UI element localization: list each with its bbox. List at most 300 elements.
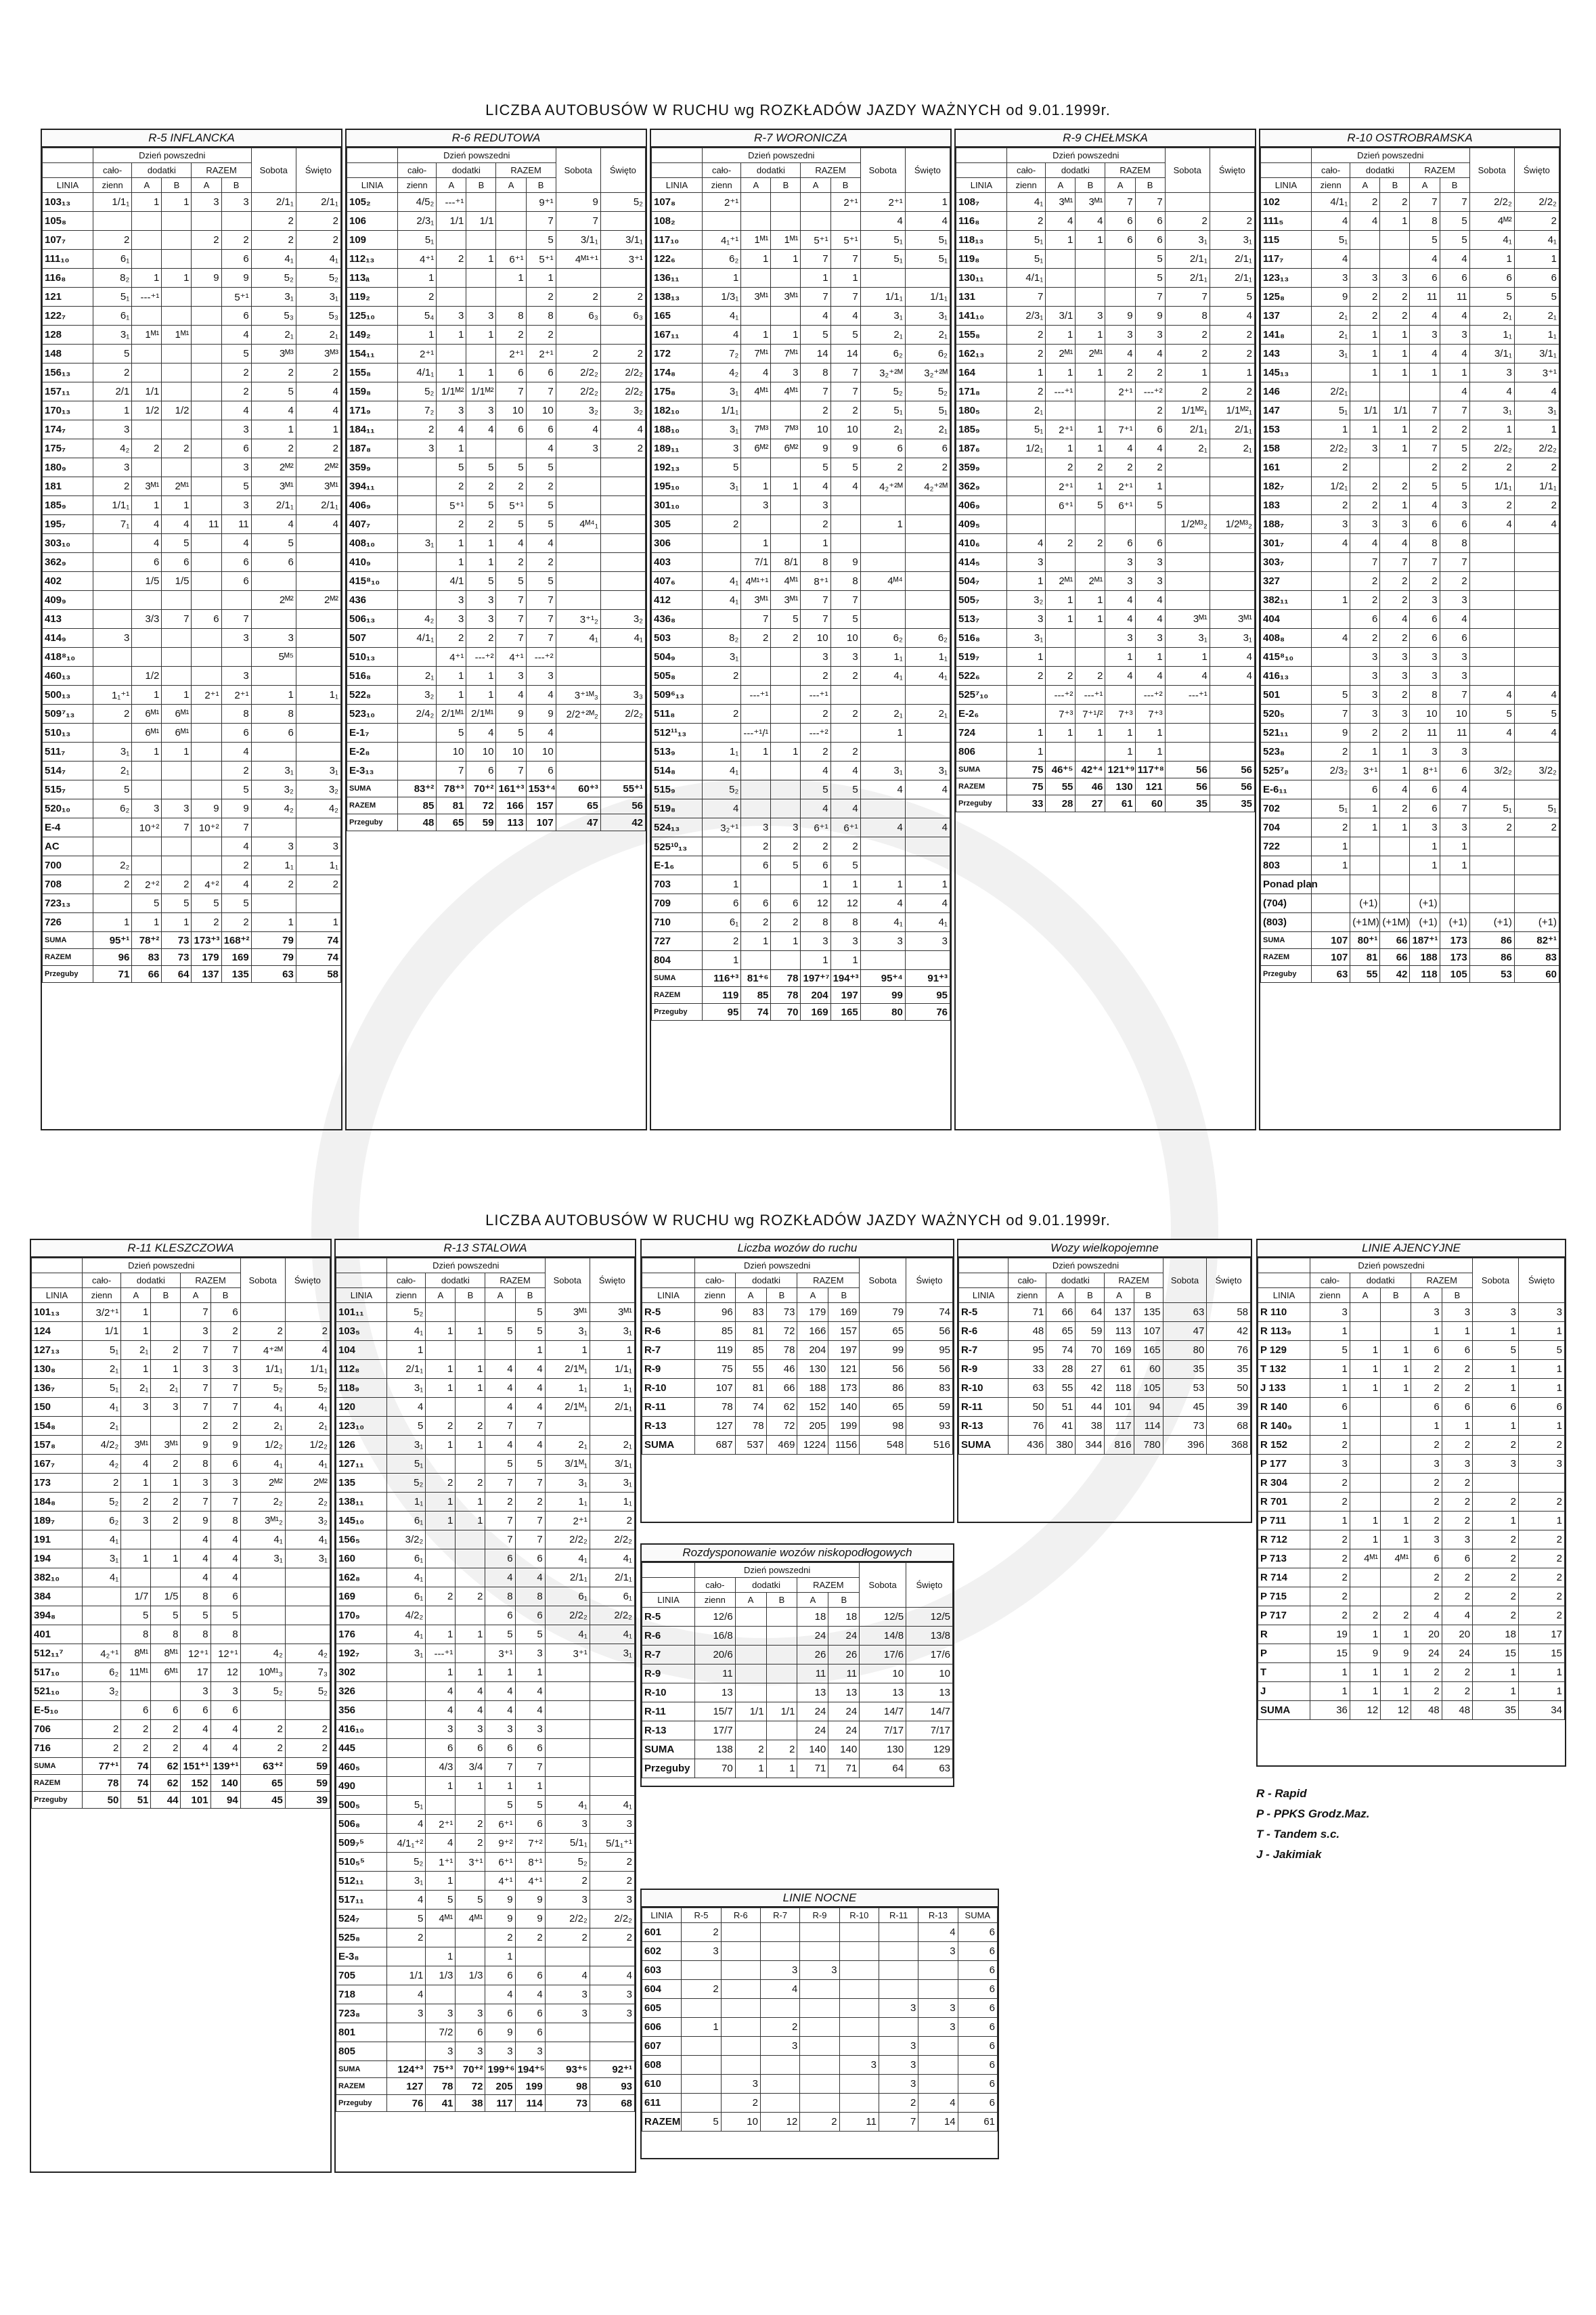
cell-value: 2	[1076, 667, 1105, 686]
cell-value	[1381, 1568, 1411, 1587]
cell-value: 4/2₂	[82, 1436, 120, 1455]
table-row	[642, 1961, 998, 1980]
cell-value: 2	[132, 439, 162, 458]
panel-linie-ajencyjne	[1256, 1239, 1566, 1767]
cell-value: 6₂	[702, 250, 740, 269]
cell-value	[556, 553, 600, 572]
cell-value: 2	[600, 288, 645, 307]
cell-value: 4	[515, 1682, 545, 1701]
cell-line: 706	[32, 1720, 83, 1739]
cell-value: 1	[132, 496, 162, 515]
table-row	[32, 1549, 330, 1568]
cell-value	[285, 1303, 330, 1322]
cell-value: 2	[702, 515, 740, 534]
cell-value	[1165, 572, 1210, 591]
cell-value: 3	[466, 307, 496, 326]
cell-value: 6⁺¹	[496, 250, 526, 269]
cell-value: 2	[1311, 496, 1350, 515]
col-header-a: A	[132, 178, 162, 193]
cell-line: 195₁₀	[652, 477, 703, 496]
cell-value: 9	[1105, 307, 1135, 326]
cell-line: R-11	[959, 1398, 1008, 1417]
cell-value	[1350, 1417, 1380, 1436]
cell-line: 116₈	[956, 212, 1007, 231]
cell-value: 6	[132, 553, 162, 572]
cell-value: 10	[906, 1664, 953, 1683]
cell-value: 1ᴹ¹	[132, 326, 162, 345]
cell-value: 2	[1411, 1360, 1442, 1379]
cell-value: 4/5₂	[397, 193, 436, 212]
cell-value: 3₁	[285, 1549, 330, 1568]
cell-value: 2	[151, 1493, 181, 1512]
cell-value: 3	[485, 2042, 515, 2061]
table-row	[336, 1322, 635, 1341]
cell-value: 4	[1380, 534, 1410, 553]
cell-value: 1	[1381, 1625, 1411, 1644]
cell-value	[192, 553, 221, 572]
cell-line: 724	[956, 724, 1007, 743]
cell-value: 6₁	[386, 1549, 425, 1568]
cell-value: 3₂⁺²ᴹ	[860, 363, 905, 382]
table-row	[32, 1322, 330, 1341]
panel-niskopodlogowe	[640, 1543, 954, 1787]
col-header-b: B	[1381, 1288, 1411, 1303]
cell-value: 1	[801, 534, 830, 553]
cell-value: 9	[526, 705, 556, 724]
cell-value: 7	[801, 288, 830, 307]
cell-value: 1	[1410, 363, 1440, 382]
table-row	[652, 705, 950, 724]
cell-line: SUMA	[347, 780, 398, 797]
cell-value: 8	[251, 705, 296, 724]
cell-value	[600, 458, 645, 477]
cell-value: 2/1₁	[1210, 250, 1254, 269]
cell-value: 7	[162, 610, 192, 629]
cell-value: 53	[1469, 966, 1514, 983]
col-header-dodatki: dodatki	[426, 1273, 485, 1288]
cell-value: 188	[797, 1379, 828, 1398]
cell-value: 4₁⁺¹	[702, 231, 740, 250]
cell-value: 3	[800, 1961, 839, 1980]
cell-value: 2/1₁	[1210, 269, 1254, 288]
cell-value: 2	[162, 875, 192, 894]
table-row	[1258, 1379, 1565, 1398]
cell-value	[192, 439, 221, 458]
table-row	[347, 797, 646, 814]
col-header-razem: RAZEM	[1105, 1273, 1163, 1288]
cell-line: 180₅	[956, 401, 1007, 420]
cell-value	[721, 2037, 760, 2056]
table-row	[43, 439, 341, 458]
cell-value: 8	[515, 1587, 545, 1606]
cell-value: 4	[760, 1980, 799, 1999]
cell-value	[556, 724, 600, 743]
cell-value	[1105, 269, 1135, 288]
cell-value	[1006, 496, 1045, 515]
cell-value: 36	[1310, 1701, 1350, 1720]
cell-value: 1	[132, 686, 162, 705]
cell-value: 5₂	[600, 193, 645, 212]
table-row	[652, 231, 950, 250]
cell-value: 1224	[797, 1436, 828, 1455]
cell-value: 24	[1411, 1644, 1442, 1663]
cell-value: 3₁	[93, 743, 131, 762]
cell-value: 2	[1165, 212, 1210, 231]
cell-value: 3₁	[905, 762, 950, 780]
table-row	[652, 686, 950, 705]
cell-value: 1	[682, 2018, 721, 2037]
cell-value: 1/1	[1350, 401, 1380, 420]
cell-value: 5₃	[296, 307, 340, 326]
cell-value: 2	[251, 212, 296, 231]
cell-line: 410₆	[956, 534, 1007, 553]
cell-value: 105	[1440, 966, 1469, 983]
table-row	[347, 667, 646, 686]
cell-line: 118₉	[336, 1379, 387, 1398]
cell-value: 9	[556, 193, 600, 212]
cell-value: 2	[296, 212, 340, 231]
cell-value: 1	[1350, 326, 1380, 345]
cell-value: 1	[801, 269, 830, 288]
cell-value	[397, 762, 436, 780]
table-row	[642, 2056, 998, 2075]
cell-value: 4	[801, 477, 830, 496]
cell-value: 4₂⁺¹	[82, 1644, 120, 1663]
cell-value: 4/1	[437, 572, 466, 591]
cell-value: 82⁺¹	[1514, 932, 1559, 949]
cell-value: 6	[251, 553, 296, 572]
cell-value	[496, 231, 526, 250]
cell-value: 3ᴹ¹	[741, 288, 771, 307]
cell-value: 5₂	[702, 780, 740, 799]
cell-value: 6	[426, 1739, 456, 1758]
cell-value: 3₁	[702, 420, 740, 439]
cell-value	[296, 667, 340, 686]
cell-value	[162, 762, 192, 780]
cell-value: 2	[93, 875, 131, 894]
col-header-a: A	[735, 1593, 766, 1608]
cell-value	[741, 515, 771, 534]
cell-value: 1	[162, 193, 192, 212]
cell-value	[192, 401, 221, 420]
cell-value: 2/2₂	[1514, 193, 1559, 212]
table-row	[956, 269, 1255, 288]
cell-line: 194	[32, 1549, 83, 1568]
cell-value: 3	[1006, 610, 1045, 629]
cell-value: 1/2₁	[1006, 439, 1045, 458]
cell-value: 1/1₁	[1514, 477, 1559, 496]
table-row	[956, 382, 1255, 401]
cell-value: 2	[702, 705, 740, 724]
cell-value: 65	[556, 797, 600, 814]
cell-value: 6	[1105, 212, 1135, 231]
cell-value: 2	[1473, 1436, 1519, 1455]
cell-value	[121, 1682, 151, 1701]
cell-value	[456, 1947, 485, 1966]
cell-value: 2	[496, 326, 526, 345]
cell-value: 79	[251, 949, 296, 966]
cell-value: 1	[456, 1436, 485, 1455]
cell-value: 1	[466, 250, 496, 269]
col-header-dodatki: dodatki	[1350, 1273, 1411, 1288]
cell-value: 4	[741, 363, 771, 382]
col-header-blank	[652, 148, 703, 163]
cell-line: 117₁₀	[652, 231, 703, 250]
cell-value	[905, 553, 950, 572]
cell-line: 504₇	[956, 572, 1007, 591]
table-row	[43, 856, 341, 875]
cell-value	[800, 1999, 839, 2018]
cell-value: 1	[132, 743, 162, 762]
table-row	[43, 382, 341, 401]
table-row	[642, 1303, 953, 1322]
cell-value	[121, 1530, 151, 1549]
cell-value: 4	[526, 724, 556, 743]
cell-value: 2	[1410, 458, 1440, 477]
cell-value: 2₁	[905, 326, 950, 345]
cell-value: 6	[496, 363, 526, 382]
cell-line: J 133	[1258, 1379, 1310, 1398]
cell-value: 93	[590, 2078, 634, 2095]
cell-value: 7ᴹ³	[771, 420, 801, 439]
cell-value: 4	[1350, 534, 1380, 553]
cell-value: 2	[1350, 307, 1380, 326]
cell-line: R-5	[642, 1608, 695, 1627]
table-row	[347, 705, 646, 724]
cell-value: 12	[1381, 1701, 1411, 1720]
cell-value: 1/1	[1380, 401, 1410, 420]
table-row	[1258, 1549, 1565, 1568]
cell-value: 1	[545, 1341, 590, 1360]
cell-value	[437, 269, 466, 288]
cell-line: 525⁷₁₀	[956, 686, 1007, 705]
table-row	[1261, 743, 1559, 762]
cell-value: 5⁺¹	[496, 496, 526, 515]
cell-value: 2⁺¹	[526, 345, 556, 363]
table-row	[1261, 762, 1559, 780]
cell-value	[860, 591, 905, 610]
table-row	[652, 515, 950, 534]
cell-value: 1	[466, 534, 496, 553]
table-row	[347, 193, 646, 212]
cell-value: 4	[590, 1966, 634, 1985]
cell-value: 1/1	[437, 212, 466, 231]
cell-value: 11	[192, 515, 221, 534]
cell-line: 108₇	[956, 193, 1007, 212]
cell-value: 3	[466, 401, 496, 420]
cell-value: 78	[766, 1341, 797, 1360]
cell-value: 9	[496, 705, 526, 724]
cell-value: 3₁	[386, 1436, 425, 1455]
cell-value: 76	[1008, 1417, 1046, 1436]
cell-value: 3	[1311, 515, 1350, 534]
cell-line: 306	[652, 534, 703, 553]
table-row	[956, 307, 1255, 326]
table-row	[1261, 345, 1559, 363]
cell-value: 2	[801, 515, 830, 534]
cell-value: 6	[221, 250, 251, 269]
cell-value: 1	[1473, 1360, 1519, 1379]
cell-value: 4ᴹ¹	[1350, 1549, 1380, 1568]
cell-value: 12	[830, 894, 860, 913]
table-row	[1261, 363, 1559, 382]
cell-value: 2₁	[151, 1379, 181, 1398]
cell-line: RAZEM	[347, 797, 398, 814]
cell-value: 3₁	[590, 1322, 634, 1341]
cell-value: 2	[1006, 667, 1045, 686]
cell-value	[771, 724, 801, 743]
cell-value	[590, 1720, 634, 1739]
cell-value: 3	[1135, 553, 1165, 572]
cell-value	[918, 2056, 958, 2075]
table-row	[347, 629, 646, 648]
cell-value	[397, 458, 436, 477]
cell-value: 1/2	[132, 401, 162, 420]
table-row	[1258, 1663, 1565, 1682]
cell-value: 78	[735, 1417, 766, 1436]
table-row	[347, 288, 646, 307]
legend-item: T - Tandem s.c.	[1256, 1828, 1340, 1840]
col-header-weekday: Dzień powszedni	[702, 148, 860, 163]
cell-value: 3/1	[1046, 307, 1076, 326]
cell-value	[590, 1701, 634, 1720]
cell-value: 3	[221, 193, 251, 212]
cell-value: 6	[1440, 269, 1469, 288]
cell-value	[1210, 686, 1254, 705]
cell-value	[771, 307, 801, 326]
cell-value: 6	[515, 1815, 545, 1834]
cell-value: 1	[1310, 1512, 1350, 1530]
cell-value: 3/1₁	[1514, 345, 1559, 363]
cell-value: 1₁	[296, 686, 340, 705]
table-row	[43, 705, 341, 724]
cell-value: 1₁	[1514, 326, 1559, 345]
cell-value: 7	[830, 288, 860, 307]
cell-value: 6	[958, 1942, 997, 1961]
cell-value	[496, 288, 526, 307]
cell-value: 3⁺¹	[485, 1644, 515, 1663]
cell-value: 72	[466, 797, 496, 814]
col-header-calo: cało-	[695, 1578, 736, 1593]
cell-value: 3₁	[296, 288, 340, 307]
cell-value: 113	[496, 814, 526, 831]
cell-value: 3	[918, 1999, 958, 2018]
panel-top-2	[650, 129, 952, 1130]
cell-value: 2	[1442, 1587, 1472, 1606]
cell-value	[192, 345, 221, 363]
cell-value: 3	[879, 2037, 918, 2056]
cell-value: 7	[496, 382, 526, 401]
cell-value: 2	[93, 477, 131, 496]
cell-value: 96	[695, 1303, 736, 1322]
cell-line: 188₁₀	[652, 420, 703, 439]
cell-value: 1	[466, 363, 496, 382]
table-row	[956, 572, 1255, 591]
cell-value: 7₂	[397, 401, 436, 420]
cell-value: 12	[760, 2113, 799, 2132]
cell-value: 2₁	[121, 1341, 151, 1360]
cell-value: 5	[1440, 231, 1469, 250]
cell-value: 5	[386, 1417, 425, 1436]
cell-value: 1	[1380, 496, 1410, 515]
cell-value: 6	[515, 1966, 545, 1985]
table-row	[32, 1398, 330, 1417]
cell-value: 3	[1076, 307, 1105, 326]
cell-value: 4	[830, 307, 860, 326]
cell-value: 2	[600, 345, 645, 363]
cell-value: 179	[192, 949, 221, 966]
col-header-blank	[1258, 1273, 1310, 1288]
cell-value: 5	[485, 1796, 515, 1815]
cell-value	[1469, 743, 1514, 762]
cell-value	[1514, 572, 1559, 591]
table-row	[1261, 477, 1559, 496]
cell-value	[466, 439, 496, 458]
cell-value: 5	[1519, 1341, 1565, 1360]
cell-value	[386, 2042, 425, 2061]
table-row	[32, 1758, 330, 1775]
cell-value: 6₁	[386, 1512, 425, 1530]
cell-value: 1	[121, 1322, 151, 1341]
cell-line: 506₁₃	[347, 610, 398, 629]
cell-value	[702, 686, 740, 705]
cell-value: 91⁺³	[905, 970, 950, 987]
cell-value	[162, 648, 192, 667]
cell-value	[760, 1999, 799, 2018]
cell-value: 9	[181, 1512, 210, 1530]
cell-line: P	[1258, 1644, 1310, 1663]
cell-line: 145₁₃	[1261, 363, 1312, 382]
cell-value	[1311, 648, 1350, 667]
cell-value: 2	[285, 1720, 330, 1739]
cell-value: 2	[1442, 1474, 1472, 1493]
cell-value: 1	[251, 913, 296, 932]
cell-value: 3	[1411, 1303, 1442, 1322]
cell-line: 460₁₃	[43, 667, 93, 686]
cell-value: 7	[1440, 799, 1469, 818]
col-header-b: B	[210, 1288, 240, 1303]
cell-value: 6₂	[93, 799, 131, 818]
cell-value: 20	[1411, 1625, 1442, 1644]
cell-value: 7	[181, 1303, 210, 1322]
cell-value: 5	[801, 458, 830, 477]
cell-value: 2	[456, 1834, 485, 1853]
cell-value: 169	[801, 1004, 830, 1021]
cell-value	[771, 799, 801, 818]
cell-value	[766, 1608, 797, 1627]
table-row	[43, 212, 341, 231]
cell-value: 8⁺¹	[801, 572, 830, 591]
cell-value: 4⁺¹	[496, 648, 526, 667]
cell-value: 3	[181, 1360, 210, 1379]
cell-value: 4	[296, 515, 340, 534]
cell-line: 184₁₁	[347, 420, 398, 439]
cell-value: 166	[496, 797, 526, 814]
cell-value	[386, 2023, 425, 2042]
cell-value	[1311, 667, 1350, 686]
cell-value	[1381, 1398, 1411, 1417]
cell-value: 121	[1135, 778, 1165, 795]
cell-value: 2	[221, 856, 251, 875]
cell-value: 5₁	[1311, 401, 1350, 420]
table-row	[43, 837, 341, 856]
cell-value	[1165, 458, 1210, 477]
cell-value	[1514, 534, 1559, 553]
cell-value: 4₁	[545, 1549, 590, 1568]
cell-value: 3⁺¹₂	[556, 610, 600, 629]
cell-value: 101	[1105, 1398, 1134, 1417]
cell-value: 2	[1442, 1360, 1472, 1379]
